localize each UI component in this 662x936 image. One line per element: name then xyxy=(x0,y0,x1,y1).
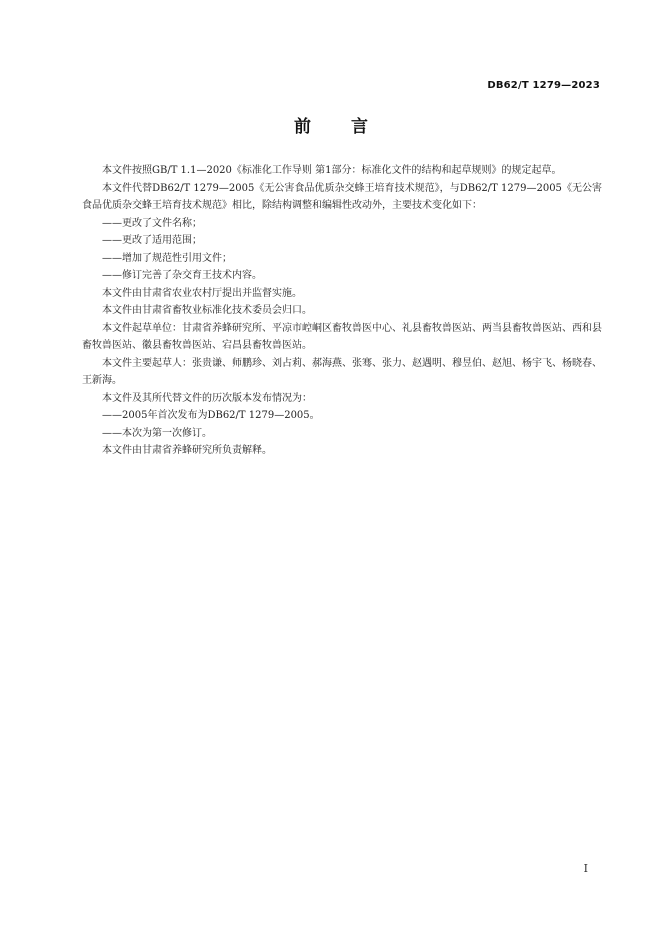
paragraph-interpretation: 本文件由甘肃省养蜂研究所负责解释。 xyxy=(102,445,272,456)
paragraph-drafting-units: 本文件起草单位：甘肃省养蜂研究所、平凉市崆峒区畜牧兽医中心、礼县畜牧兽医站、两当县畜牧兽医站、西和县畜牧兽医站、徽县畜牧兽医站、宕昌县畜牧兽医站。 xyxy=(82,322,602,351)
page-title: 前言 xyxy=(294,117,408,137)
paragraph-version-history: 本文件及其所代替文件的历次版本发布情况为： xyxy=(102,392,312,404)
change-item: ——修订完善了杂交育王技术内容。 xyxy=(102,270,262,281)
change-item: ——增加了规范性引用文件； xyxy=(102,252,232,264)
history-item: ——本次为第一次修订。 xyxy=(102,427,212,439)
document-body xyxy=(82,162,602,460)
change-item: ——更改了文件名称； xyxy=(102,217,202,229)
paragraph-replacement: 本文件代替DB62/T 1279—2005《无公害食品优质杂交蜂王培育技术规范》，与DB62/T 1279—2005《无公害食品优质杂交蜂王培育技术规范》相比，除结构调整和编辑性改动外，主要技术变化如下： xyxy=(82,182,602,211)
history-item: ——2005年首次发布为DB62/T 1279—2005。 xyxy=(102,410,320,421)
change-item: ——更改了适用范围； xyxy=(102,235,202,246)
paragraph-drafting-basis: 本文件按照GB/T 1.1—2020《标准化工作导则 第1部分：标准化文件的结构和起草规则》的规定起草。 xyxy=(102,165,562,176)
paragraph-centralized: 本文件由甘肃省畜牧业标准化技术委员会归口。 xyxy=(102,305,312,316)
paragraph-proposer: 本文件由甘肃省农业农村厅提出并监督实施。 xyxy=(102,287,302,299)
document-code: DB62/T 1279—2023 xyxy=(487,80,600,91)
page-number: I xyxy=(583,862,588,875)
paragraph-drafters: 本文件主要起草人：张贵谦、师鹏珍、刘占莉、郝海燕、张骞、张力、赵遇明、穆昱伯、赵旭、杨宇飞、杨晓春、王新海。 xyxy=(82,357,602,386)
